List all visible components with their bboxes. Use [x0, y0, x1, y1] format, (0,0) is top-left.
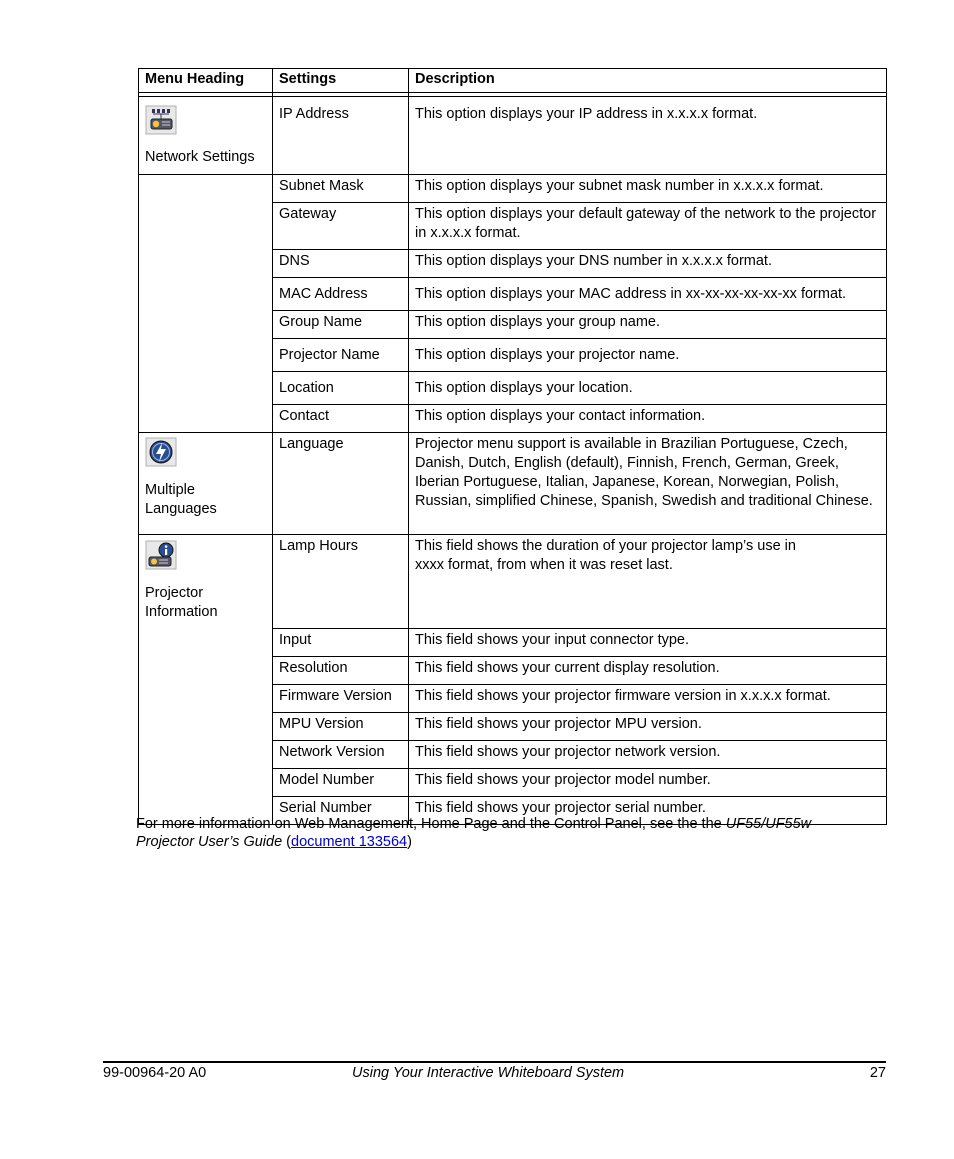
setting-description: This field shows your projector MPU version. — [409, 713, 887, 741]
menu-heading-cell — [139, 535, 273, 825]
menu-heading-label: Projector Information — [145, 585, 218, 620]
setting-name: Resolution — [273, 657, 409, 685]
footer-doc-number: 99-00964-20 A0 — [103, 1065, 207, 1081]
table-header-row — [139, 69, 887, 93]
menu-heading-cell — [139, 433, 273, 535]
setting-name: Input — [273, 629, 409, 657]
setting-name: Group Name — [273, 311, 409, 339]
projector-info-icon — [145, 540, 177, 570]
setting-description: This option displays your MAC address in xx-xx-xx-xx-xx-xx format. — [409, 278, 887, 311]
setting-name: Lamp Hours — [273, 535, 409, 629]
table-row — [139, 433, 887, 535]
footnote-paren-close: ) — [407, 834, 412, 850]
setting-name: Location — [273, 372, 409, 405]
setting-name: Projector Name — [273, 339, 409, 372]
setting-description: This field shows your projector firmware version in x.x.x.x format. — [409, 685, 887, 713]
setting-name: Network Version — [273, 741, 409, 769]
setting-name: Serial Number — [273, 797, 409, 825]
menu-heading-cell-empty — [139, 175, 273, 433]
footer-title: Using Your Interactive Whiteboard System — [352, 1065, 625, 1081]
setting-name: Gateway — [273, 203, 409, 250]
setting-name: IP Address — [273, 97, 409, 175]
setting-name: MPU Version — [273, 713, 409, 741]
setting-description: This option displays your IP address in x.x.x.x format. — [409, 97, 887, 175]
setting-name: DNS — [273, 250, 409, 278]
languages-globe-icon — [145, 437, 177, 467]
setting-description: This option displays your group name. — [409, 311, 887, 339]
setting-description: This field shows your input connector type. — [409, 629, 887, 657]
setting-description: This field shows the duration of your projector lamp’s use in xxxx format, from when it was reset last. — [409, 535, 887, 629]
table-row — [139, 535, 887, 629]
header-settings: Settings — [273, 69, 409, 93]
setting-name: MAC Address — [273, 278, 409, 311]
setting-description: This field shows your projector network version. — [409, 741, 887, 769]
footnote-paren-open: ( — [282, 834, 291, 850]
setting-description: This option displays your default gateway of the network to the projector in x.x.x.x format. — [409, 203, 887, 250]
menu-heading-cell — [139, 97, 273, 175]
setting-description: Projector menu support is available in Brazilian Portuguese, Czech, Danish, Dutch, English (default), Finnish, French, German, Greek, Iberian Portuguese, Italian, Japanese, Korean, Norwegian, Polish, Russian, simplified Chinese, Spanish, Swedish and traditional Chinese. — [409, 433, 887, 535]
setting-description: This option displays your DNS number in x.x.x.x format. — [409, 250, 887, 278]
setting-description: This option displays your projector name. — [409, 339, 887, 372]
setting-name: Language — [273, 433, 409, 535]
document-link[interactable]: document 133564 — [291, 834, 408, 850]
table-row — [139, 97, 887, 175]
settings-table — [138, 68, 887, 825]
setting-description: This field shows your current display resolution. — [409, 657, 887, 685]
menu-heading-label: Network Settings — [145, 149, 255, 165]
menu-heading-label: Multiple Languages — [145, 482, 217, 517]
table-row — [139, 175, 887, 203]
setting-name: Subnet Mask — [273, 175, 409, 203]
setting-description: This field shows your projector model number. — [409, 769, 887, 797]
footnote — [136, 815, 836, 851]
setting-description: This option displays your subnet mask number in x.x.x.x format. — [409, 175, 887, 203]
setting-description: This field shows your projector serial number. — [409, 797, 887, 825]
setting-name: Contact — [273, 405, 409, 433]
setting-description: This option displays your contact information. — [409, 405, 887, 433]
header-menu-heading: Menu Heading — [139, 69, 273, 93]
setting-name: Model Number — [273, 769, 409, 797]
header-description: Description — [409, 69, 887, 93]
page-number: 27 — [869, 1065, 886, 1081]
setting-description: This option displays your location. — [409, 372, 887, 405]
footer-rule — [103, 1061, 886, 1063]
setting-name: Firmware Version — [273, 685, 409, 713]
network-settings-icon — [145, 105, 177, 135]
guide-title: UF55/UF55w Projector User’s Guide — [136, 816, 812, 850]
footnote-text: For more information on Web Management, Home Page and the Control Panel, see the the — [136, 816, 726, 832]
